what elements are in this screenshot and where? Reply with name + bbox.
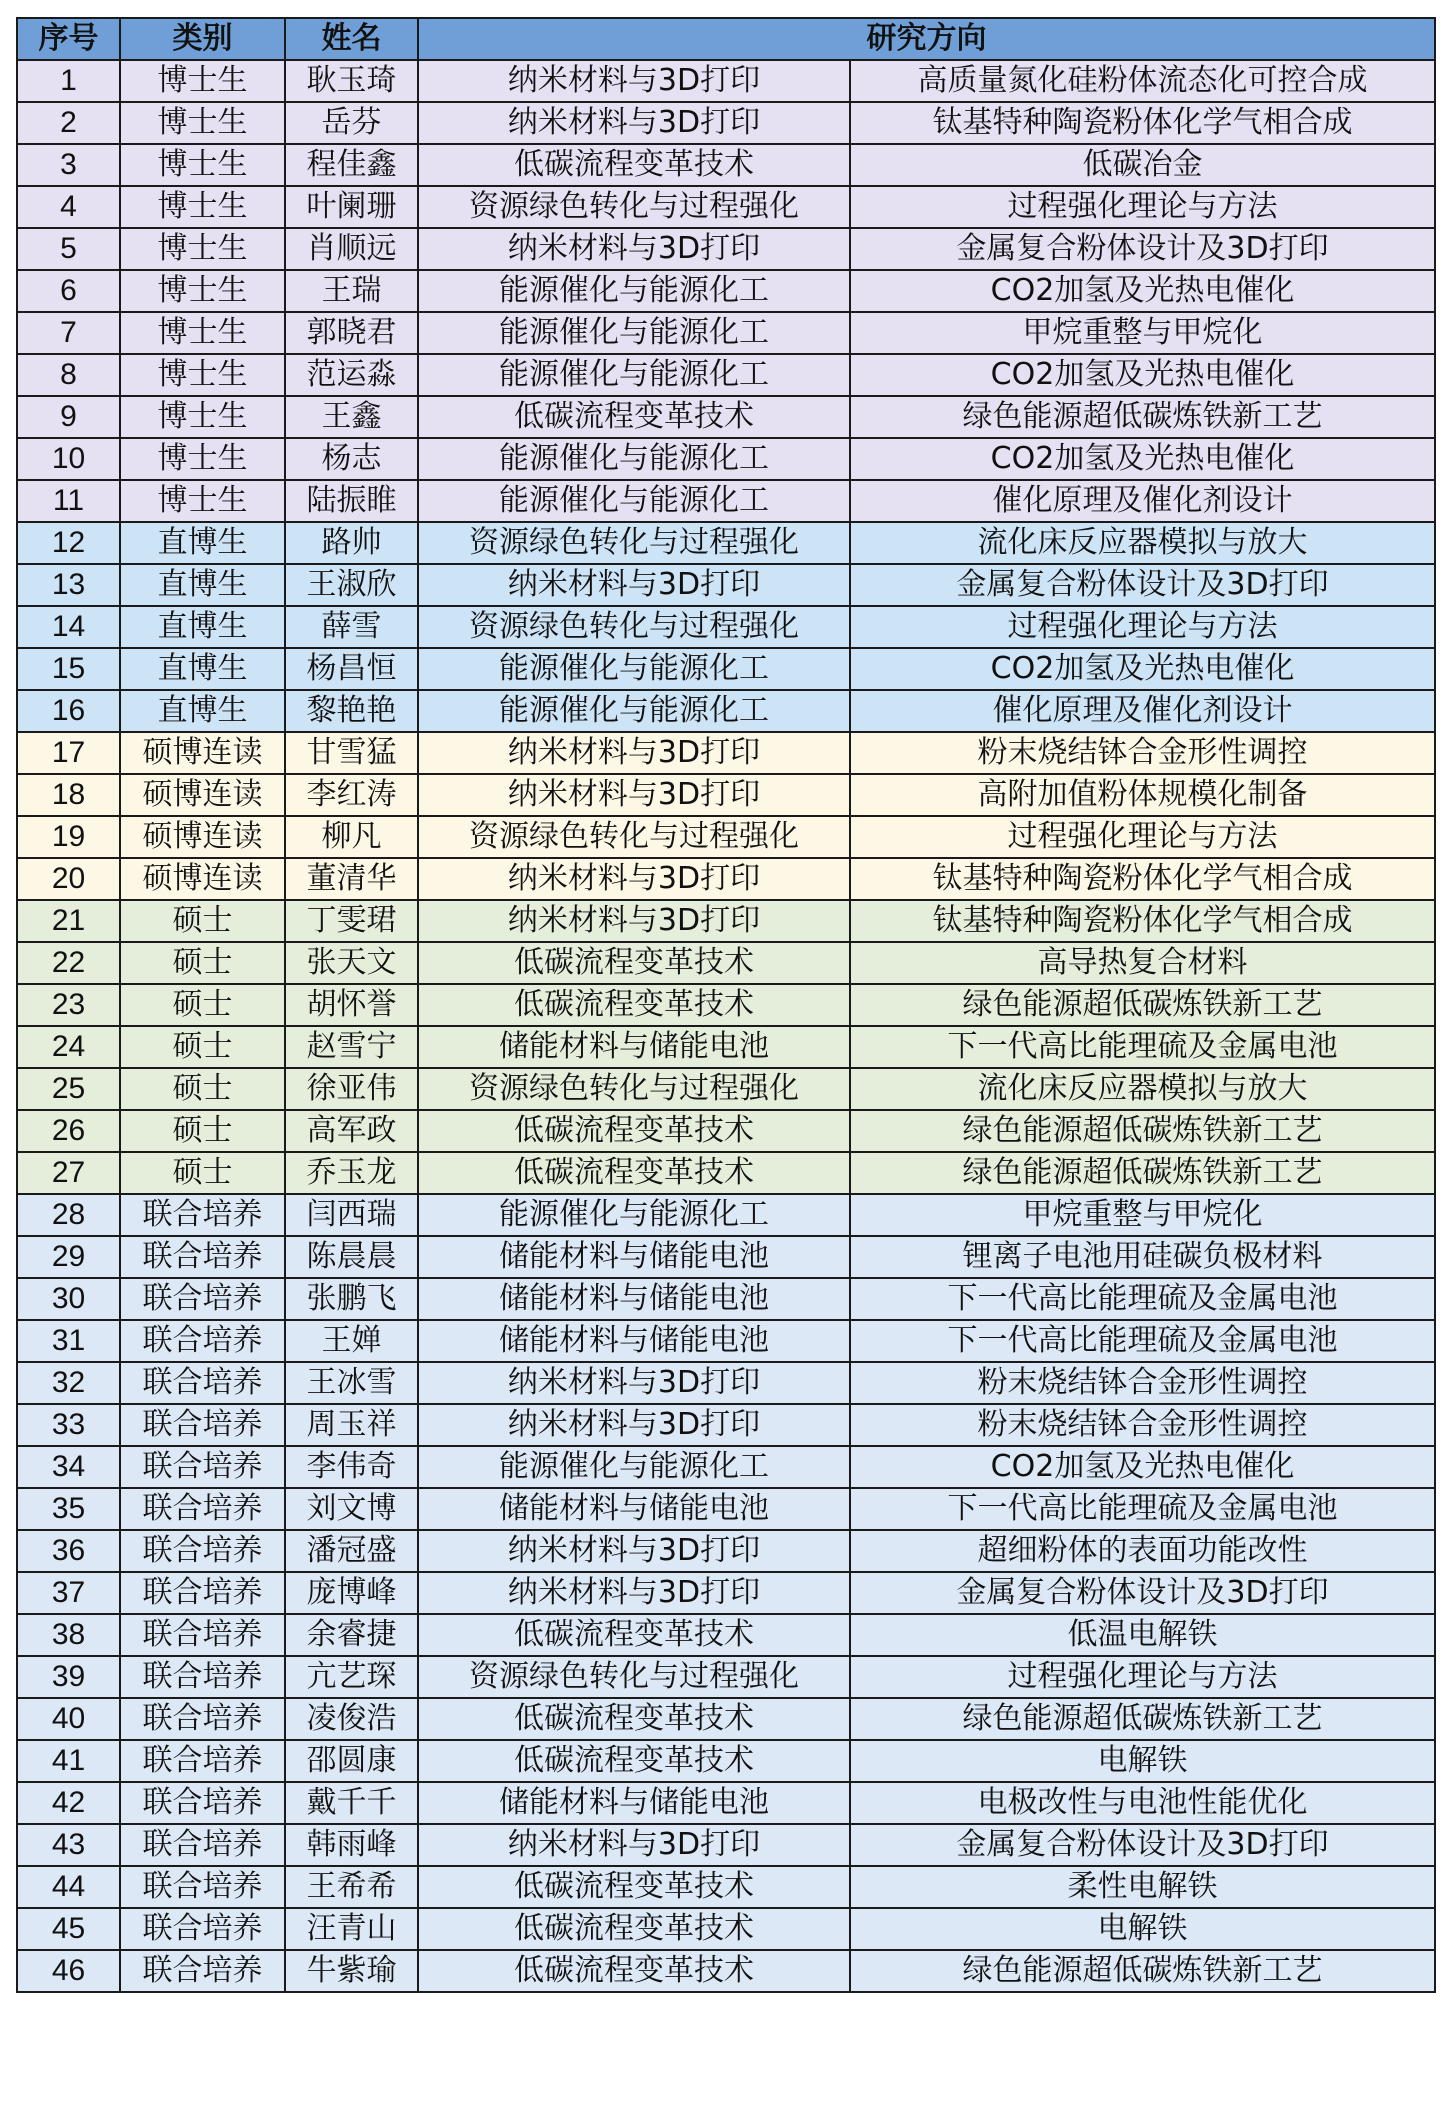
cell-category: 联合培养 xyxy=(120,1194,285,1236)
cell-category: 联合培养 xyxy=(120,1950,285,1992)
cell-research-field: 能源催化与能源化工 xyxy=(418,1194,850,1236)
cell-research-topic: 锂离子电池用硅碳负极材料 xyxy=(850,1236,1435,1278)
cell-category: 博士生 xyxy=(120,102,285,144)
cell-research-topic: 电极改性与电池性能优化 xyxy=(850,1782,1435,1824)
cell-category: 博士生 xyxy=(120,312,285,354)
cell-research-field: 纳米材料与3D打印 xyxy=(418,1824,850,1866)
table-row xyxy=(17,816,1435,858)
cell-name: 郭晓君 xyxy=(285,312,418,354)
table-row xyxy=(17,858,1435,900)
cell-research-field: 能源催化与能源化工 xyxy=(418,438,850,480)
table-row xyxy=(17,1236,1435,1278)
cell-research-field: 低碳流程变革技术 xyxy=(418,1740,850,1782)
cell-name: 胡怀誉 xyxy=(285,984,418,1026)
table-row xyxy=(17,1068,1435,1110)
cell-name: 王淑欣 xyxy=(285,564,418,606)
cell-index: 33 xyxy=(17,1404,120,1446)
cell-category: 硕士 xyxy=(120,900,285,942)
cell-research-topic: 绿色能源超低碳炼铁新工艺 xyxy=(850,396,1435,438)
cell-index: 12 xyxy=(17,522,120,564)
cell-research-topic: CO2加氢及光热电催化 xyxy=(850,354,1435,396)
cell-name: 李红涛 xyxy=(285,774,418,816)
cell-research-topic: 过程强化理论与方法 xyxy=(850,1656,1435,1698)
cell-index: 25 xyxy=(17,1068,120,1110)
cell-research-topic: CO2加氢及光热电催化 xyxy=(850,270,1435,312)
table-row xyxy=(17,690,1435,732)
cell-name: 邵圆康 xyxy=(285,1740,418,1782)
cell-research-topic: 粉末烧结钵合金形性调控 xyxy=(850,1362,1435,1404)
cell-research-topic: 金属复合粉体设计及3D打印 xyxy=(850,228,1435,270)
cell-research-topic: 超细粉体的表面功能改性 xyxy=(850,1530,1435,1572)
cell-category: 联合培养 xyxy=(120,1278,285,1320)
cell-index: 43 xyxy=(17,1824,120,1866)
cell-research-topic: 低碳冶金 xyxy=(850,144,1435,186)
table-row xyxy=(17,102,1435,144)
cell-research-field: 纳米材料与3D打印 xyxy=(418,732,850,774)
cell-research-topic: 粉末烧结钵合金形性调控 xyxy=(850,732,1435,774)
cell-research-field: 纳米材料与3D打印 xyxy=(418,1572,850,1614)
cell-research-topic: 下一代高比能理硫及金属电池 xyxy=(850,1488,1435,1530)
table-row xyxy=(17,1446,1435,1488)
cell-index: 28 xyxy=(17,1194,120,1236)
cell-research-field: 能源催化与能源化工 xyxy=(418,354,850,396)
table-row xyxy=(17,1278,1435,1320)
table-row xyxy=(17,648,1435,690)
cell-research-field: 纳米材料与3D打印 xyxy=(418,228,850,270)
cell-research-topic: 柔性电解铁 xyxy=(850,1866,1435,1908)
cell-index: 35 xyxy=(17,1488,120,1530)
cell-category: 硕博连读 xyxy=(120,774,285,816)
cell-research-topic: 绿色能源超低碳炼铁新工艺 xyxy=(850,1698,1435,1740)
cell-research-topic: 催化原理及催化剂设计 xyxy=(850,480,1435,522)
cell-index: 6 xyxy=(17,270,120,312)
cell-research-field: 低碳流程变革技术 xyxy=(418,942,850,984)
cell-research-field: 储能材料与储能电池 xyxy=(418,1782,850,1824)
cell-category: 博士生 xyxy=(120,270,285,312)
cell-category: 硕博连读 xyxy=(120,858,285,900)
cell-category: 联合培养 xyxy=(120,1446,285,1488)
cell-research-field: 低碳流程变革技术 xyxy=(418,1950,850,1992)
cell-name: 周玉祥 xyxy=(285,1404,418,1446)
cell-research-field: 资源绿色转化与过程强化 xyxy=(418,522,850,564)
cell-index: 29 xyxy=(17,1236,120,1278)
cell-research-topic: 流化床反应器模拟与放大 xyxy=(850,1068,1435,1110)
cell-category: 硕士 xyxy=(120,1110,285,1152)
cell-category: 联合培养 xyxy=(120,1320,285,1362)
table-row xyxy=(17,1488,1435,1530)
cell-category: 硕博连读 xyxy=(120,732,285,774)
cell-category: 联合培养 xyxy=(120,1698,285,1740)
cell-index: 5 xyxy=(17,228,120,270)
student-table xyxy=(16,17,1436,1993)
cell-index: 38 xyxy=(17,1614,120,1656)
cell-index: 4 xyxy=(17,186,120,228)
cell-category: 联合培养 xyxy=(120,1908,285,1950)
cell-research-field: 能源催化与能源化工 xyxy=(418,1446,850,1488)
table-row xyxy=(17,1950,1435,1992)
cell-index: 13 xyxy=(17,564,120,606)
cell-name: 陈晨晨 xyxy=(285,1236,418,1278)
cell-research-field: 纳米材料与3D打印 xyxy=(418,564,850,606)
table-row xyxy=(17,1824,1435,1866)
cell-research-topic: 过程强化理论与方法 xyxy=(850,186,1435,228)
cell-research-field: 纳米材料与3D打印 xyxy=(418,102,850,144)
header-category: 类别 xyxy=(120,18,285,60)
cell-name: 叶阑珊 xyxy=(285,186,418,228)
cell-research-field: 能源催化与能源化工 xyxy=(418,312,850,354)
cell-research-topic: 低温电解铁 xyxy=(850,1614,1435,1656)
cell-research-field: 纳米材料与3D打印 xyxy=(418,1362,850,1404)
cell-index: 46 xyxy=(17,1950,120,1992)
table-row xyxy=(17,606,1435,648)
cell-name: 王冰雪 xyxy=(285,1362,418,1404)
cell-category: 联合培养 xyxy=(120,1236,285,1278)
table-row xyxy=(17,1572,1435,1614)
table-row xyxy=(17,1782,1435,1824)
cell-research-topic: 钛基特种陶瓷粉体化学气相合成 xyxy=(850,858,1435,900)
cell-research-field: 资源绿色转化与过程强化 xyxy=(418,1068,850,1110)
table-row xyxy=(17,228,1435,270)
cell-research-field: 能源催化与能源化工 xyxy=(418,480,850,522)
cell-research-topic: 流化床反应器模拟与放大 xyxy=(850,522,1435,564)
cell-index: 31 xyxy=(17,1320,120,1362)
table-row xyxy=(17,1194,1435,1236)
cell-research-field: 资源绿色转化与过程强化 xyxy=(418,816,850,858)
cell-research-field: 低碳流程变革技术 xyxy=(418,144,850,186)
cell-name: 牛紫瑜 xyxy=(285,1950,418,1992)
table-row xyxy=(17,1698,1435,1740)
cell-research-topic: 甲烷重整与甲烷化 xyxy=(850,1194,1435,1236)
table-row xyxy=(17,144,1435,186)
cell-research-field: 低碳流程变革技术 xyxy=(418,396,850,438)
cell-category: 硕士 xyxy=(120,1026,285,1068)
cell-research-field: 储能材料与储能电池 xyxy=(418,1236,850,1278)
cell-category: 联合培养 xyxy=(120,1572,285,1614)
cell-research-topic: 绿色能源超低碳炼铁新工艺 xyxy=(850,984,1435,1026)
cell-name: 甘雪猛 xyxy=(285,732,418,774)
cell-research-field: 资源绿色转化与过程强化 xyxy=(418,606,850,648)
cell-category: 博士生 xyxy=(120,228,285,270)
table-row xyxy=(17,732,1435,774)
cell-research-topic: CO2加氢及光热电催化 xyxy=(850,1446,1435,1488)
cell-research-topic: 过程强化理论与方法 xyxy=(850,606,1435,648)
cell-category: 直博生 xyxy=(120,522,285,564)
header-row xyxy=(17,18,1435,60)
cell-category: 硕士 xyxy=(120,984,285,1026)
cell-research-field: 能源催化与能源化工 xyxy=(418,648,850,690)
cell-category: 联合培养 xyxy=(120,1740,285,1782)
cell-name: 张鹏飞 xyxy=(285,1278,418,1320)
cell-research-field: 低碳流程变革技术 xyxy=(418,1698,850,1740)
cell-name: 李伟奇 xyxy=(285,1446,418,1488)
cell-name: 赵雪宁 xyxy=(285,1026,418,1068)
cell-index: 18 xyxy=(17,774,120,816)
cell-research-topic: 催化原理及催化剂设计 xyxy=(850,690,1435,732)
cell-category: 硕士 xyxy=(120,1068,285,1110)
cell-research-topic: 金属复合粉体设计及3D打印 xyxy=(850,1572,1435,1614)
table-row xyxy=(17,774,1435,816)
table-row xyxy=(17,354,1435,396)
cell-research-field: 纳米材料与3D打印 xyxy=(418,858,850,900)
cell-category: 联合培养 xyxy=(120,1614,285,1656)
table-row xyxy=(17,186,1435,228)
table-row xyxy=(17,480,1435,522)
cell-index: 36 xyxy=(17,1530,120,1572)
cell-name: 潘冠盛 xyxy=(285,1530,418,1572)
cell-research-topic: 钛基特种陶瓷粉体化学气相合成 xyxy=(850,102,1435,144)
table-row xyxy=(17,1614,1435,1656)
cell-category: 直博生 xyxy=(120,606,285,648)
cell-category: 直博生 xyxy=(120,648,285,690)
cell-name: 董清华 xyxy=(285,858,418,900)
table-row xyxy=(17,900,1435,942)
cell-research-topic: 电解铁 xyxy=(850,1740,1435,1782)
cell-name: 薛雪 xyxy=(285,606,418,648)
cell-index: 1 xyxy=(17,60,120,102)
cell-index: 2 xyxy=(17,102,120,144)
cell-name: 汪青山 xyxy=(285,1908,418,1950)
cell-index: 20 xyxy=(17,858,120,900)
table-row xyxy=(17,522,1435,564)
cell-index: 21 xyxy=(17,900,120,942)
cell-name: 凌俊浩 xyxy=(285,1698,418,1740)
cell-name: 徐亚伟 xyxy=(285,1068,418,1110)
cell-index: 30 xyxy=(17,1278,120,1320)
cell-name: 耿玉琦 xyxy=(285,60,418,102)
table-row xyxy=(17,396,1435,438)
cell-category: 博士生 xyxy=(120,60,285,102)
cell-category: 联合培养 xyxy=(120,1782,285,1824)
cell-category: 博士生 xyxy=(120,354,285,396)
table-row xyxy=(17,564,1435,606)
cell-research-topic: 金属复合粉体设计及3D打印 xyxy=(850,1824,1435,1866)
table-row xyxy=(17,1530,1435,1572)
cell-research-topic: CO2加氢及光热电催化 xyxy=(850,438,1435,480)
cell-research-topic: 绿色能源超低碳炼铁新工艺 xyxy=(850,1152,1435,1194)
cell-name: 亢艺琛 xyxy=(285,1656,418,1698)
cell-index: 44 xyxy=(17,1866,120,1908)
cell-research-topic: 下一代高比能理硫及金属电池 xyxy=(850,1026,1435,1068)
table-row xyxy=(17,1740,1435,1782)
cell-research-topic: 下一代高比能理硫及金属电池 xyxy=(850,1320,1435,1362)
cell-category: 硕博连读 xyxy=(120,816,285,858)
cell-category: 直博生 xyxy=(120,690,285,732)
cell-research-topic: 电解铁 xyxy=(850,1908,1435,1950)
cell-index: 7 xyxy=(17,312,120,354)
table-row xyxy=(17,1110,1435,1152)
cell-name: 高军政 xyxy=(285,1110,418,1152)
cell-research-field: 储能材料与储能电池 xyxy=(418,1320,850,1362)
cell-name: 王婵 xyxy=(285,1320,418,1362)
table-row xyxy=(17,1866,1435,1908)
cell-research-topic: 高导热复合材料 xyxy=(850,942,1435,984)
cell-research-topic: 粉末烧结钵合金形性调控 xyxy=(850,1404,1435,1446)
cell-index: 32 xyxy=(17,1362,120,1404)
cell-research-topic: 过程强化理论与方法 xyxy=(850,816,1435,858)
cell-category: 直博生 xyxy=(120,564,285,606)
cell-index: 37 xyxy=(17,1572,120,1614)
table-row xyxy=(17,1152,1435,1194)
cell-index: 40 xyxy=(17,1698,120,1740)
cell-category: 联合培养 xyxy=(120,1824,285,1866)
cell-index: 23 xyxy=(17,984,120,1026)
cell-category: 联合培养 xyxy=(120,1404,285,1446)
cell-name: 乔玉龙 xyxy=(285,1152,418,1194)
cell-category: 博士生 xyxy=(120,144,285,186)
cell-category: 联合培养 xyxy=(120,1488,285,1530)
table-row xyxy=(17,1362,1435,1404)
cell-research-field: 资源绿色转化与过程强化 xyxy=(418,186,850,228)
cell-research-topic: 下一代高比能理硫及金属电池 xyxy=(850,1278,1435,1320)
cell-research-field: 能源催化与能源化工 xyxy=(418,690,850,732)
cell-name: 张天文 xyxy=(285,942,418,984)
cell-index: 8 xyxy=(17,354,120,396)
cell-index: 45 xyxy=(17,1908,120,1950)
cell-research-field: 纳米材料与3D打印 xyxy=(418,1530,850,1572)
cell-index: 34 xyxy=(17,1446,120,1488)
cell-research-topic: 甲烷重整与甲烷化 xyxy=(850,312,1435,354)
cell-name: 余睿捷 xyxy=(285,1614,418,1656)
cell-name: 杨昌恒 xyxy=(285,648,418,690)
cell-name: 韩雨峰 xyxy=(285,1824,418,1866)
cell-index: 26 xyxy=(17,1110,120,1152)
table-row xyxy=(17,1320,1435,1362)
cell-research-field: 纳米材料与3D打印 xyxy=(418,774,850,816)
cell-research-field: 纳米材料与3D打印 xyxy=(418,900,850,942)
cell-index: 42 xyxy=(17,1782,120,1824)
cell-index: 10 xyxy=(17,438,120,480)
cell-research-field: 纳米材料与3D打印 xyxy=(418,1404,850,1446)
cell-name: 王瑞 xyxy=(285,270,418,312)
cell-index: 19 xyxy=(17,816,120,858)
table-row xyxy=(17,942,1435,984)
cell-research-field: 储能材料与储能电池 xyxy=(418,1026,850,1068)
cell-index: 27 xyxy=(17,1152,120,1194)
cell-index: 9 xyxy=(17,396,120,438)
cell-name: 闫西瑞 xyxy=(285,1194,418,1236)
cell-index: 16 xyxy=(17,690,120,732)
cell-index: 11 xyxy=(17,480,120,522)
cell-name: 戴千千 xyxy=(285,1782,418,1824)
table-body xyxy=(17,60,1435,1992)
cell-name: 庞博峰 xyxy=(285,1572,418,1614)
cell-category: 联合培养 xyxy=(120,1530,285,1572)
cell-research-field: 低碳流程变革技术 xyxy=(418,1110,850,1152)
cell-index: 15 xyxy=(17,648,120,690)
table-row xyxy=(17,312,1435,354)
cell-research-field: 资源绿色转化与过程强化 xyxy=(418,1656,850,1698)
cell-research-topic: 高附加值粉体规模化制备 xyxy=(850,774,1435,816)
table-row xyxy=(17,1908,1435,1950)
cell-research-topic: 高质量氮化硅粉体流态化可控合成 xyxy=(850,60,1435,102)
cell-research-field: 低碳流程变革技术 xyxy=(418,984,850,1026)
cell-name: 丁雯珺 xyxy=(285,900,418,942)
cell-name: 杨志 xyxy=(285,438,418,480)
cell-index: 3 xyxy=(17,144,120,186)
cell-name: 陆振睢 xyxy=(285,480,418,522)
cell-research-topic: CO2加氢及光热电催化 xyxy=(850,648,1435,690)
table-row xyxy=(17,1656,1435,1698)
cell-name: 路帅 xyxy=(285,522,418,564)
cell-research-field: 储能材料与储能电池 xyxy=(418,1488,850,1530)
cell-category: 硕士 xyxy=(120,1152,285,1194)
table-row xyxy=(17,60,1435,102)
cell-index: 39 xyxy=(17,1656,120,1698)
cell-name: 王希希 xyxy=(285,1866,418,1908)
cell-index: 14 xyxy=(17,606,120,648)
cell-name: 程佳鑫 xyxy=(285,144,418,186)
header-index: 序号 xyxy=(17,18,120,60)
cell-category: 联合培养 xyxy=(120,1656,285,1698)
cell-research-field: 低碳流程变革技术 xyxy=(418,1866,850,1908)
cell-name: 刘文博 xyxy=(285,1488,418,1530)
cell-research-field: 低碳流程变革技术 xyxy=(418,1908,850,1950)
cell-category: 联合培养 xyxy=(120,1866,285,1908)
cell-name: 岳芬 xyxy=(285,102,418,144)
cell-category: 博士生 xyxy=(120,186,285,228)
cell-research-topic: 绿色能源超低碳炼铁新工艺 xyxy=(850,1110,1435,1152)
cell-name: 范运淼 xyxy=(285,354,418,396)
cell-research-field: 低碳流程变革技术 xyxy=(418,1152,850,1194)
cell-research-field: 储能材料与储能电池 xyxy=(418,1278,850,1320)
cell-category: 博士生 xyxy=(120,396,285,438)
cell-name: 王鑫 xyxy=(285,396,418,438)
cell-research-topic: 钛基特种陶瓷粉体化学气相合成 xyxy=(850,900,1435,942)
cell-category: 联合培养 xyxy=(120,1362,285,1404)
table-row xyxy=(17,984,1435,1026)
cell-research-topic: 金属复合粉体设计及3D打印 xyxy=(850,564,1435,606)
table-row xyxy=(17,1404,1435,1446)
cell-index: 17 xyxy=(17,732,120,774)
cell-research-topic: 绿色能源超低碳炼铁新工艺 xyxy=(850,1950,1435,1992)
header-name: 姓名 xyxy=(285,18,418,60)
table-row xyxy=(17,1026,1435,1068)
cell-index: 22 xyxy=(17,942,120,984)
cell-research-field: 低碳流程变革技术 xyxy=(418,1614,850,1656)
table-row xyxy=(17,270,1435,312)
cell-category: 博士生 xyxy=(120,480,285,522)
cell-index: 41 xyxy=(17,1740,120,1782)
cell-research-field: 能源催化与能源化工 xyxy=(418,270,850,312)
cell-index: 24 xyxy=(17,1026,120,1068)
cell-name: 黎艳艳 xyxy=(285,690,418,732)
cell-research-field: 纳米材料与3D打印 xyxy=(418,60,850,102)
cell-name: 肖顺远 xyxy=(285,228,418,270)
cell-name: 柳凡 xyxy=(285,816,418,858)
cell-category: 硕士 xyxy=(120,942,285,984)
table-row xyxy=(17,438,1435,480)
cell-category: 博士生 xyxy=(120,438,285,480)
header-research-direction: 研究方向 xyxy=(418,18,1435,60)
